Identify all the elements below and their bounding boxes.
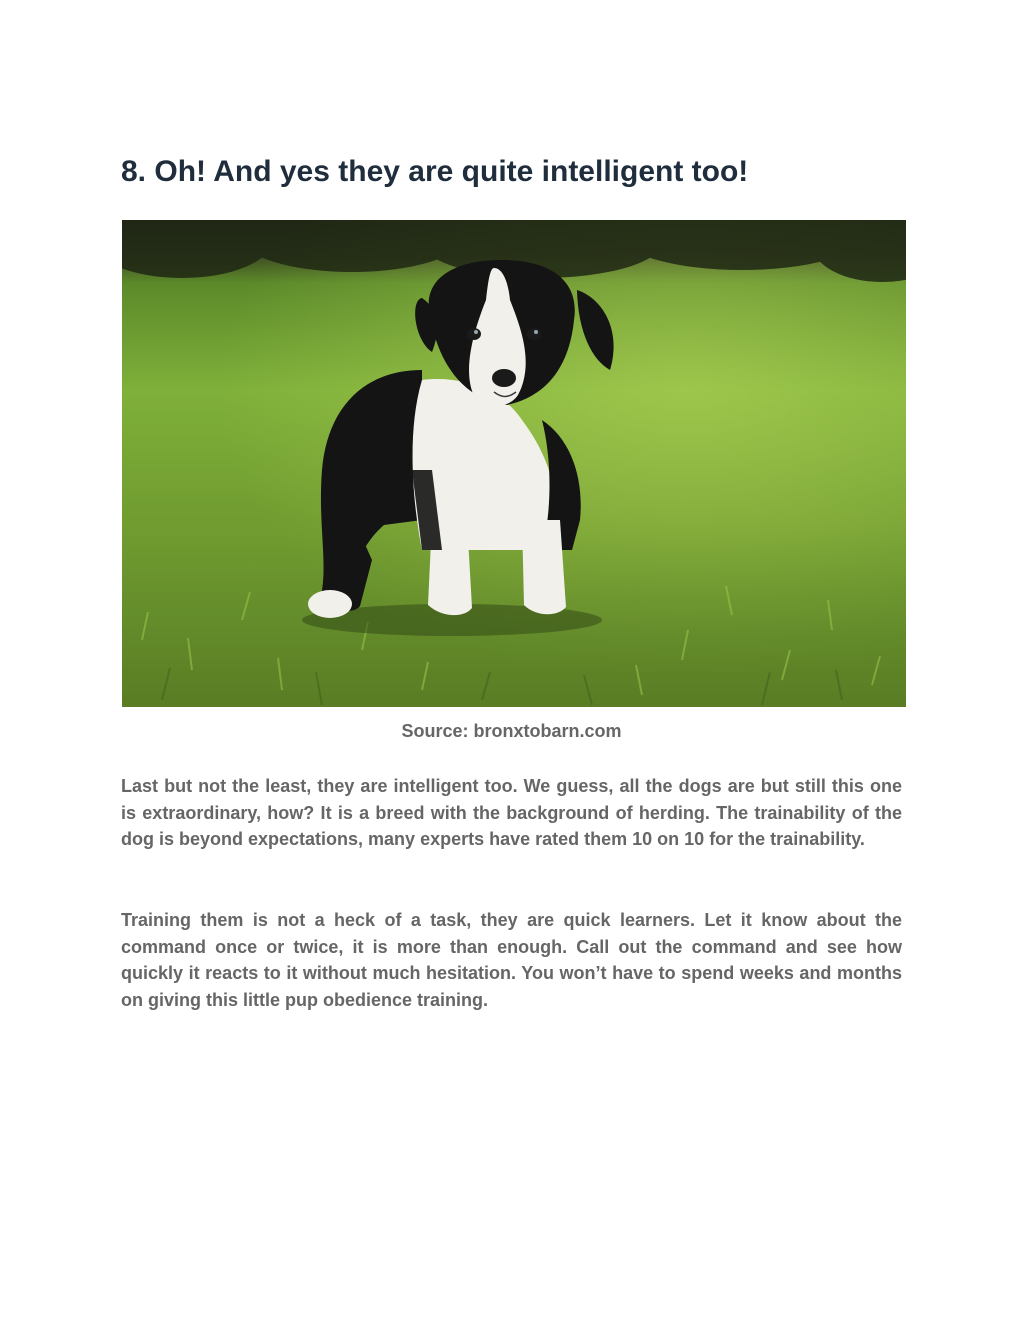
image-caption: Source: bronxtobarn.com xyxy=(401,721,622,741)
puppy-photo xyxy=(122,220,906,707)
paragraph-training: Training them is not a heck of a task, they are quick learners. Let it know about the command once or twice, it is more than enough. Call out the command and see how quickly it reacts to it without much hesitation. You won’t have to spend weeks and months on giving this little pup obedience training. xyxy=(121,910,902,1010)
paragraph-intelligence: Last but not the least, they are intelligent too. We guess, all the dogs are but still this one is extraordinary, how? It is a breed with the background of herding. The trainability of the dog is beyond expectations, many experts have rated them 10 on 10 for the trainability. xyxy=(121,776,902,849)
section-heading: 8. Oh! And yes they are quite intelligent too! xyxy=(121,155,749,188)
